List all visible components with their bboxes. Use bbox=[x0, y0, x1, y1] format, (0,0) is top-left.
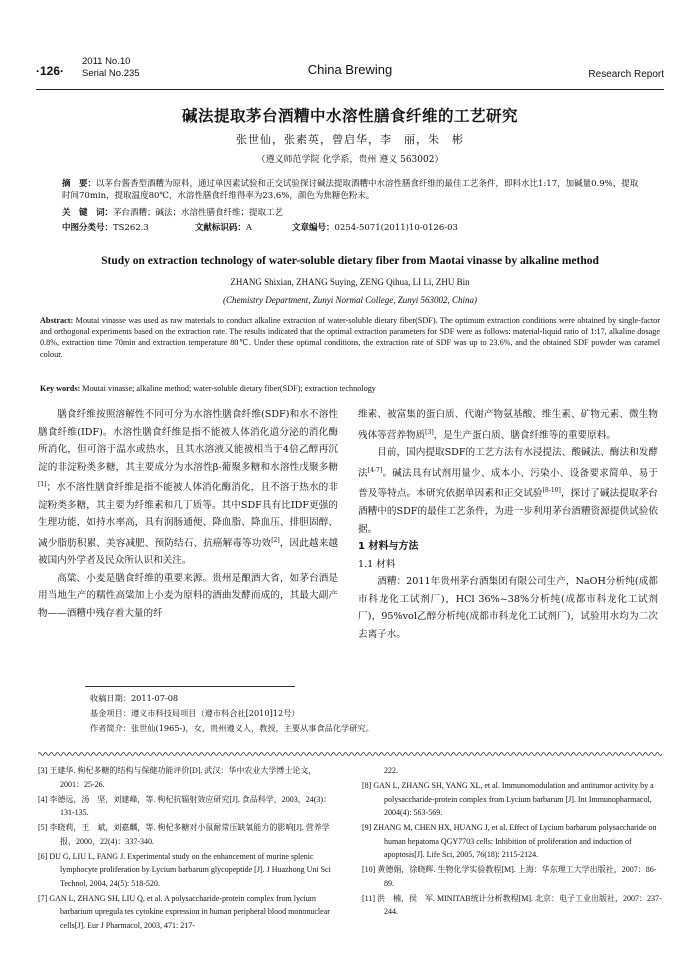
paragraph bbox=[358, 444, 658, 538]
abstract-en-label: Abstract: bbox=[40, 316, 74, 325]
text-run: 膳食纤维按照溶解性不同可分为水溶性膳食纤维(SDF)和水不溶性膳食纤维(IDF)。水溶性膳食纤维是指不能被人体消化道分泌的消化酶所消化，但可溶于温水或热水，且其水溶液又能被相当于4倍乙醇再沉淀的非淀粉类多糖，其主要成分为水溶性β-葡聚多糖和水溶性戊聚多糖 bbox=[38, 409, 338, 473]
abstract-en bbox=[40, 315, 660, 360]
citation: [4-7] bbox=[367, 466, 383, 474]
body-left-column bbox=[38, 406, 338, 622]
running-header bbox=[36, 56, 664, 88]
paragraph bbox=[358, 406, 658, 444]
clc-label: 中图分类号： bbox=[62, 223, 114, 233]
clc-value: TS262.3 bbox=[113, 223, 149, 233]
references-left bbox=[38, 764, 338, 934]
reference-item: [11] 洪 楠，侯 军. MINITAB统计分析教程[M]. 北京：电子工业出版社，2007：237-244. bbox=[362, 893, 662, 916]
reference-item: [6] DU G, LIU L, FANG J. Experimental study on the enhancement of murine splenic lymphocyte proliferation by Lycium barbarum glycopeptide [J]. J Huazhong Uni Sci Technol, 2004, 24(5): 518-520. bbox=[38, 851, 331, 888]
text-run: 。碱法具有试剂用量少、成本小、污染小、设备要求简单、易于普及等特点。本研究依据单因素和正交试验 bbox=[358, 467, 659, 500]
authors-cn: 张世仙，张素英，曾启华，李 丽，朱 彬 bbox=[236, 133, 464, 146]
keywords-en-text: Moutai vinasse; alkaline method; water-soluble dietary fiber(SDF); extraction technology bbox=[82, 384, 376, 393]
footnote-rule bbox=[85, 686, 295, 687]
text-run: ；水不溶性膳食纤维是指不能被人体消化酶消化，且不溶于热水的非淀粉类多糖，其主要为纤维素和几丁质等。其中SDF具有比IDF更强的生理功能，如持水率高，具有润肠通便、降血脂、降血压、排胆固醇、减少脂肪积累、美容减肥、预防结石、抗癌解毒等功效 bbox=[38, 482, 338, 549]
references-right bbox=[362, 764, 662, 920]
reference-item: [3] 王建华. 枸杞多糖的结构与保健功能评价[D]. 武汉：华中农业大学博士论文，2001：25-26. bbox=[38, 766, 317, 789]
issue-number: 2011 No.10 bbox=[82, 56, 131, 67]
header-rule bbox=[36, 89, 664, 90]
subsection-heading: 1.1 材料 bbox=[358, 558, 396, 570]
citation: [8-10] bbox=[542, 487, 561, 495]
title-en: Study on extraction technology of water-soluble dietary fiber from Maotai vinasse by alkaline method bbox=[101, 255, 599, 267]
citation: [3] bbox=[425, 428, 434, 436]
article-no-value: 0254-5071(2011)10-0126-03 bbox=[334, 223, 458, 233]
reference-item: [9] ZHANG M, CHEN HX, HUANG J, et al. Effect of Lycium barbarum polysaccharide on human hepatoma QGY7703 cells: Inhibition of proliferation and induction of apoptosis[J]. Life Sci, 2005, 76(18): 2115-2124. bbox=[362, 823, 657, 859]
classification-row bbox=[62, 221, 458, 233]
keywords-en-label: Key words: bbox=[40, 384, 81, 393]
reference-item: [10] 黄德娟，徐晓辉. 生物化学实验教程[M]. 上海：华东理工大学出版社，2007：86-89. bbox=[362, 865, 657, 888]
reference-item: 222. bbox=[384, 766, 398, 775]
article-no-label: 文章编号： bbox=[292, 223, 335, 233]
reference-item: [7] GAN L, ZHANG SH, LIU Q, et al. A polysaccharide-protein complex from lycium barbarium upregula tes cytokine expression in human peripheral blood mononuclear cells[J]. Eur J Pharmacol, 2003, 471: 217- bbox=[38, 893, 330, 930]
abstract-cn bbox=[62, 178, 640, 202]
reference-item: [5] 李晓莉，王 斌，刘嘉麟，等. 枸杞多糖对小鼠耐常压缺氧能力的影响[J]. 营养学报，2000，22(4)：337-340. bbox=[38, 823, 330, 846]
text-run: ，是生产蛋白质、膳食纤维等的重要原料。 bbox=[433, 429, 616, 441]
abstract-en-text: Moutai vinasse was used as raw materials to conduct alkaline extraction of water-soluble dietary fiber(SDF). The optimum extraction conditions were obtained by single-factor and orthogonal experiments based on the extraction rate. The results indicated that the optimal extraction parameters for SDF were as follows: material-liquid ratio of 1:17, alkaline dosage 0.8%, extraction time 70min and extraction temperature 80℃. Under these optimal conditions, the extraction rate of SDF was up to 23.6%, and the obtained SDF powder was caramel colour. bbox=[40, 316, 661, 359]
keywords-en bbox=[40, 384, 660, 393]
footnote-author: 作者简介：张世仙(1965-)，女，贵州遵义人，教授，主要从事食品化学研究。 bbox=[90, 723, 374, 733]
title-cn: 碱法提取茅台酒糟中水溶性膳食纤维的工艺研究 bbox=[181, 107, 518, 125]
keywords-cn-text: 茅台酒糟；碱法；水溶性膳食纤维；提取工艺 bbox=[113, 208, 284, 218]
authors-en: ZHANG Shixian, ZHANG Suying, ZENG Qihua, LI Li, ZHU Bin bbox=[230, 277, 470, 287]
reference-item: [8] GAN L, ZHANG SH, YANG XL, et al. Immunomodulation and antitumor activity by a polysaccharide-protein complex from Lycium barbarum [J]. Int Immunopharmacol, 2004(4): 563-569. bbox=[362, 781, 654, 817]
doc-code-value: A bbox=[245, 223, 252, 233]
paragraph: 酒糟：2011年贵州茅台酒集团有限公司生产，NaOH分析纯(成都市科龙化工试剂厂)，HCl 36%~38%分析纯(成都市科龙化工试剂厂)，95%vol乙醇分析纯(成都市科龙化工试剂厂)，试验用水均为二次去离子水。 bbox=[358, 576, 658, 640]
paragraph bbox=[38, 406, 338, 570]
doc-code-label: 文献标识码： bbox=[194, 223, 246, 233]
serial-number: Serial No.235 bbox=[82, 68, 140, 79]
abstract-cn-text: 以茅台酱香型酒糟为原料，通过单因素试验和正交试验探讨碱法提取酒糟中水溶性膳食纤维的最佳工艺条件，即料水比1:17，加碱量0.9%，提取时间70min，提取温度80℃，水溶性膳食纤维得率为23.6%，颜色为焦糖色粉末。 bbox=[62, 179, 639, 201]
footnote-fund: 基金项目：遵义市科技局项目（遵市科合社[2010]12号） bbox=[90, 708, 300, 718]
wavy-divider bbox=[38, 750, 662, 758]
text-run: ，因此越来越被国内外学者及民众所认识和关注。 bbox=[38, 537, 339, 567]
section-heading: 1 材料与方法 bbox=[358, 541, 419, 553]
text-run: 维素、被富集的蛋白质、代谢产物氨基酸、维生素、矿物元素、微生物残体等营养物质 bbox=[358, 409, 658, 441]
affiliation-en: (Chemistry Department, Zunyi Normal College, Zunyi 563002, China) bbox=[223, 295, 477, 305]
affiliation-cn: （遵义师范学院 化学系，贵州 遵义 563002） bbox=[256, 155, 444, 165]
journal-name: China Brewing bbox=[307, 62, 393, 77]
text-run: 目前，国内提取SDF的工艺方法有水浸提法、酸碱法、酶法和发酵法 bbox=[358, 447, 658, 479]
body-right-column bbox=[358, 406, 658, 643]
footnote-received: 收稿日期：2011-07-08 bbox=[90, 693, 179, 703]
text-run: ，探讨了碱法提取茅台酒糟中的SDF的最佳工艺条件，为进一步利用茅台酒糟资源提供试验依据。 bbox=[358, 488, 659, 535]
paragraph: 高粱、小麦是膳食纤维的重要来源。贵州是酿酒大省，如茅台酒是用当地生产的糯性高粱加上小麦为原料的酒曲发酵而成的，其最大副产物——酒糟中残存着大量的纤 bbox=[38, 572, 338, 619]
reference-item: [4] 李德远，汤 坚，刘建峰，等. 枸杞抗辐射效应研究[J]. 食品科学，2003，24(3)：131-135. bbox=[38, 794, 332, 817]
keywords-cn bbox=[62, 206, 283, 218]
abstract-cn-label: 摘 要： bbox=[62, 179, 97, 189]
keywords-cn-label: 关 键 词： bbox=[62, 208, 114, 218]
citation: [1] bbox=[38, 481, 47, 488]
section-label: Research Report bbox=[588, 69, 664, 80]
citation: [2] bbox=[271, 536, 280, 544]
page-number: ·126· bbox=[36, 64, 65, 78]
